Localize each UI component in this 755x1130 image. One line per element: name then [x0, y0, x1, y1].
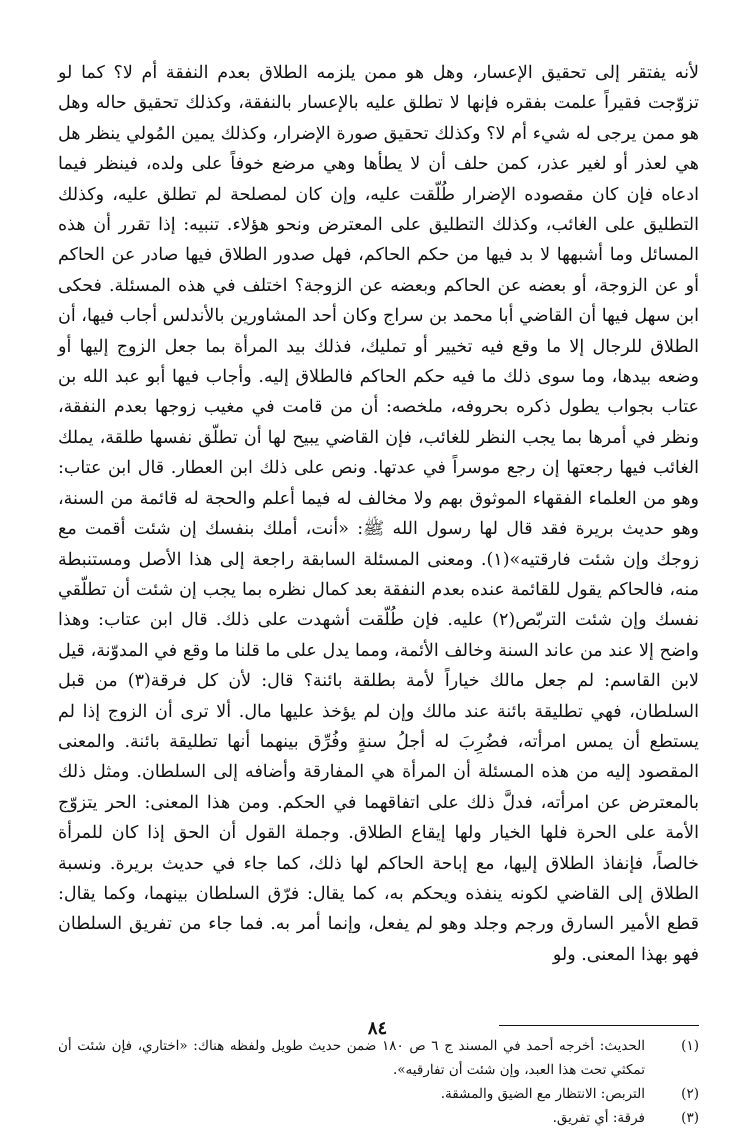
page-number: ٨٤ — [367, 1018, 388, 1039]
footnote-item — [58, 1082, 699, 1106]
footnote-item — [58, 1106, 699, 1130]
footnote-text: الحديث: أخرجه أحمد في المسند ج ٦ ص ١٨٠ ضمن حديث طويل ولفظه هناك: «اختاري، فإن شئت أن تمكثي تحت هذا العبد، وإن شئت أن تفارقيه». — [58, 1038, 645, 1079]
footnote-item — [58, 1034, 699, 1082]
footnote-number: (٣) — [681, 1110, 699, 1127]
footnote-number: (٢) — [681, 1086, 699, 1103]
footnote-text: فرقة: أي تفريق. — [552, 1110, 645, 1127]
footnote-text: التربص: الانتظار مع الضيق والمشقة. — [440, 1086, 645, 1103]
footnotes — [58, 1034, 699, 1130]
body-text: لأنه يفتقر إلى تحقيق الإعسار، وهل هو ممن يلزمه الطلاق بعدم النفقة أم لا؟ كما لو تزوّجت فقيراً علمت بفقره فإنها لا تطلق عليه بالإعسار بالنفقة، وكذلك تحقيق حاله وهل هو ممن يرجى له شيء أم لا؟ وكذلك تحقيق صورة الإضرار، وكذلك يمين المُولي ينظر هل هي لعذر أو لغير عذر، كمن حلف أن لا يطأها وهي مرضع خوفاً على ولده، فينظر فيما ادعاه فإن كان مقصوده الإضرار طُلّقت عليه، وإن كان لمصلحة لم تطلق عليه، وكذلك التطليق على الغائب، وكذلك التطليق على المعترض ونحو هؤلاء. تنبيه: إذا تقرر أن هذه المسائل وما أشبهها لا بد فيها من حكم الحاكم، فهل صدور الطلاق فيها صادر عن الحاكم أو عن الزوجة، أو بعضه عن الحاكم وبعضه عن الزوجة؟ اختلف في هذه المسئلة. فحكى ابن سهل فيها أن القاضي أبا محمد بن سراج وكان أحد المشاورين بالأندلس أجاب فيها، أن الطلاق للرجال إلا ما وقع فيه تخيير أو تمليك، فذلك بيد المرأة بما جعل الزوج إليها أو وضعه بيدها، وما سوى ذلك ما فيه حكم الحاكم فالطلاق إليه. وأجاب فيها أبو عبد الله بن عتاب بجواب يطول ذكره بحروفه، ملخصه: أن من قامت في مغيب زوجها بعدم النفقة، ونظر في أمرها بما يجب النظر للغائب، فإن القاضي يبيح لها أن تطلّق نفسها طلقة، يملك الغائب فيها رجعتها إن رجع موسراً في عدتها. ونص على ذلك ابن العطار. قال ابن عتاب: وهو من العلماء الفقهاء الموثوق بهم ولا مخالف له فيما أعلم والحجة له قائمة من السنة، وهو حديث بريرة فقد قال لها رسول الله ﷺ: «أنت، أملك بنفسك إن شئت أقمت مع زوجك وإن شئت فارقتيه»(١). ومعنى المسئلة السابقة راجعة إلى هذا الأصل ومستنبطة منه، فالحاكم يقول للقائمة عنده بعدم النفقة بعد كمال نظره بما يجب إن شئت أن تطلّقي نفسك وإن شئت التربّص(٢) عليه. فإن طُلّقت أشهدت على ذلك. قال ابن عتاب: وهذا واضح إلا عند من عاند السنة وخالف الأئمة، ومما يدل على ما قلنا ما وقع في المدوّنة، قيل لابن القاسم: لم جعل مالك خياراً لأمة بطلقة بائنة؟ قال: لأن كل فرقة(٣) من قبل السلطان، فهي تطليقة بائنة عند مالك وإن لم يؤخذ عليها مال. ألا ترى أن الزوج إذا لم يستطع أن يمس امرأته، فضُرِبَ له أجلُ سنةٍ وفُرِّق بينهما أنها تطليقة بائنة. والمعنى المقصود إليه من هذه المسئلة أن المرأة هي المفارقة وأضافه إلى السلطان. ومثل ذلك بالمعترض عن امرأته، فدلَّ ذلك على اتفاقهما في الحكم. ومن هذا المعنى: الحر يتزوّج الأمة على الحرة فلها الخيار ولها إيقاع الطلاق. وجملة القول أن الحق إذا كان للمرأة خالصاً، فإنفاذ الطلاق إليها، مع إباحة الحاكم لها ذلك، كما جاء في حديث بريرة. ونسبة الطلاق إلى القاضي لكونه ينفذه ويحكم به، كما يقال: فرّق السلطان بينهما، وكما يقال: قطع الأمير السارق ورجم وجلد وهو لم يفعل، وإنما أمر به. فما جاء من تفريق السلطان فهو بهذا المعنى. ولو — [58, 63, 699, 965]
footnote-number: (١) — [681, 1038, 699, 1055]
